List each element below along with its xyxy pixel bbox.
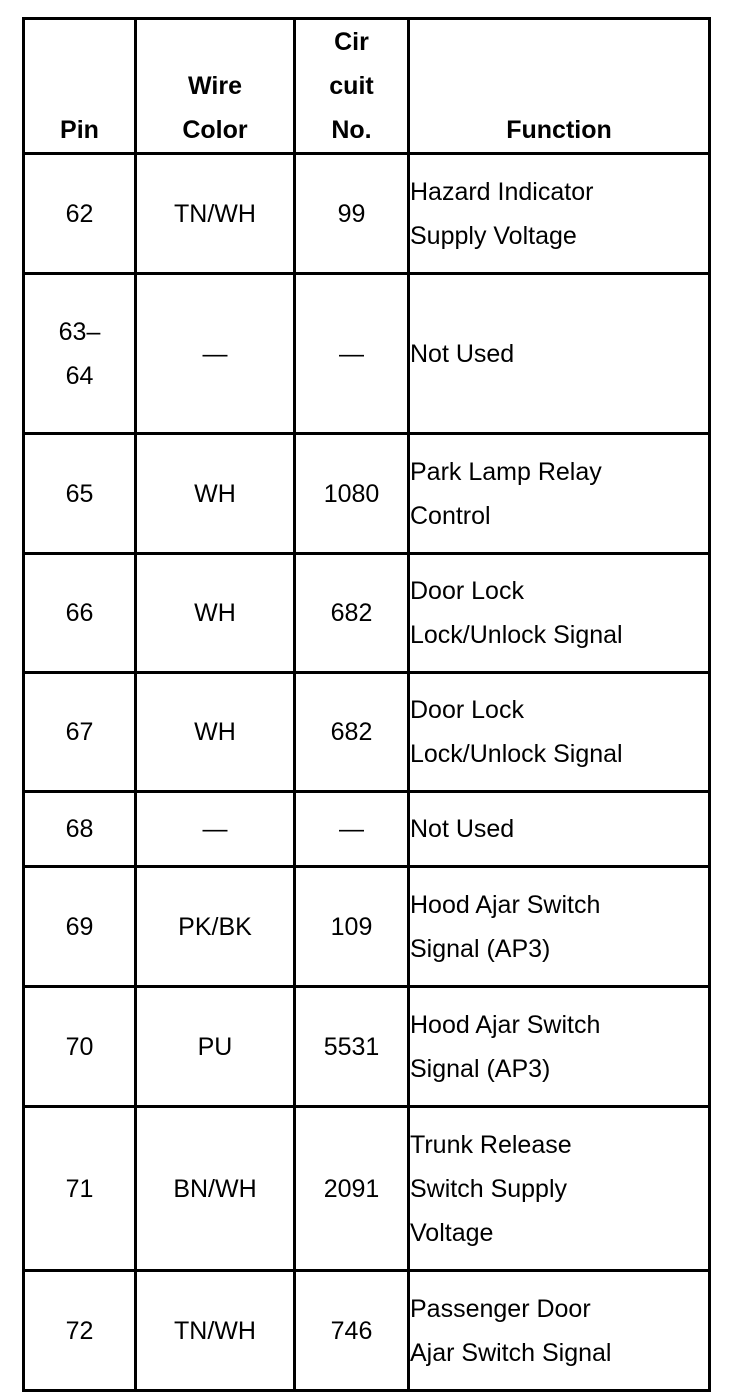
table-row [24, 434, 710, 554]
circuit-cell: 5531 [295, 987, 409, 1107]
pin-cell: 70 [24, 987, 136, 1107]
pin-cell: 67 [24, 673, 136, 792]
wire-color-cell: TN/WH [136, 154, 295, 274]
table-row [24, 1107, 710, 1271]
circuit-cell: — [295, 792, 409, 867]
wire-color-cell: TN/WH [136, 1271, 295, 1391]
function-cell: Hazard Indicator Supply Voltage [409, 154, 710, 274]
table-row [24, 274, 710, 434]
header-row [24, 19, 710, 154]
function-cell: Door Lock Lock/Unlock Signal [409, 673, 710, 792]
header-wire-color: Wire Color [136, 19, 295, 154]
circuit-cell: 682 [295, 673, 409, 792]
circuit-cell: 2091 [295, 1107, 409, 1271]
circuit-cell: 1080 [295, 434, 409, 554]
wire-color-cell: — [136, 274, 295, 434]
wire-color-cell: — [136, 792, 295, 867]
pin-cell: 72 [24, 1271, 136, 1391]
function-cell: Hood Ajar Switch Signal (AP3) [409, 867, 710, 987]
wire-color-cell: PU [136, 987, 295, 1107]
wire-color-cell: PK/BK [136, 867, 295, 987]
pin-cell: 66 [24, 554, 136, 673]
pin-cell: 65 [24, 434, 136, 554]
table-row [24, 867, 710, 987]
pin-cell: 62 [24, 154, 136, 274]
wire-color-cell: WH [136, 673, 295, 792]
function-cell: Door Lock Lock/Unlock Signal [409, 554, 710, 673]
function-cell: Not Used [409, 792, 710, 867]
circuit-cell: — [295, 274, 409, 434]
header-function: Function [409, 19, 710, 154]
header-circuit-no: Cir cuit No. [295, 19, 409, 154]
wire-color-cell: WH [136, 554, 295, 673]
pinout-table [22, 17, 711, 1392]
pin-cell: 69 [24, 867, 136, 987]
table-row [24, 792, 710, 867]
table-row [24, 154, 710, 274]
table-row [24, 554, 710, 673]
circuit-cell: 746 [295, 1271, 409, 1391]
header-pin: Pin [24, 19, 136, 154]
function-cell: Park Lamp Relay Control [409, 434, 710, 554]
function-cell: Not Used [409, 274, 710, 434]
pin-cell: 68 [24, 792, 136, 867]
table-row [24, 987, 710, 1107]
pin-cell: 63– 64 [24, 274, 136, 434]
pin-cell: 71 [24, 1107, 136, 1271]
circuit-cell: 109 [295, 867, 409, 987]
table-row [24, 673, 710, 792]
wire-color-cell: BN/WH [136, 1107, 295, 1271]
circuit-cell: 99 [295, 154, 409, 274]
table-row [24, 1271, 710, 1391]
function-cell: Hood Ajar Switch Signal (AP3) [409, 987, 710, 1107]
circuit-cell: 682 [295, 554, 409, 673]
function-cell: Passenger Door Ajar Switch Signal [409, 1271, 710, 1391]
wire-color-cell: WH [136, 434, 295, 554]
function-cell: Trunk Release Switch Supply Voltage [409, 1107, 710, 1271]
